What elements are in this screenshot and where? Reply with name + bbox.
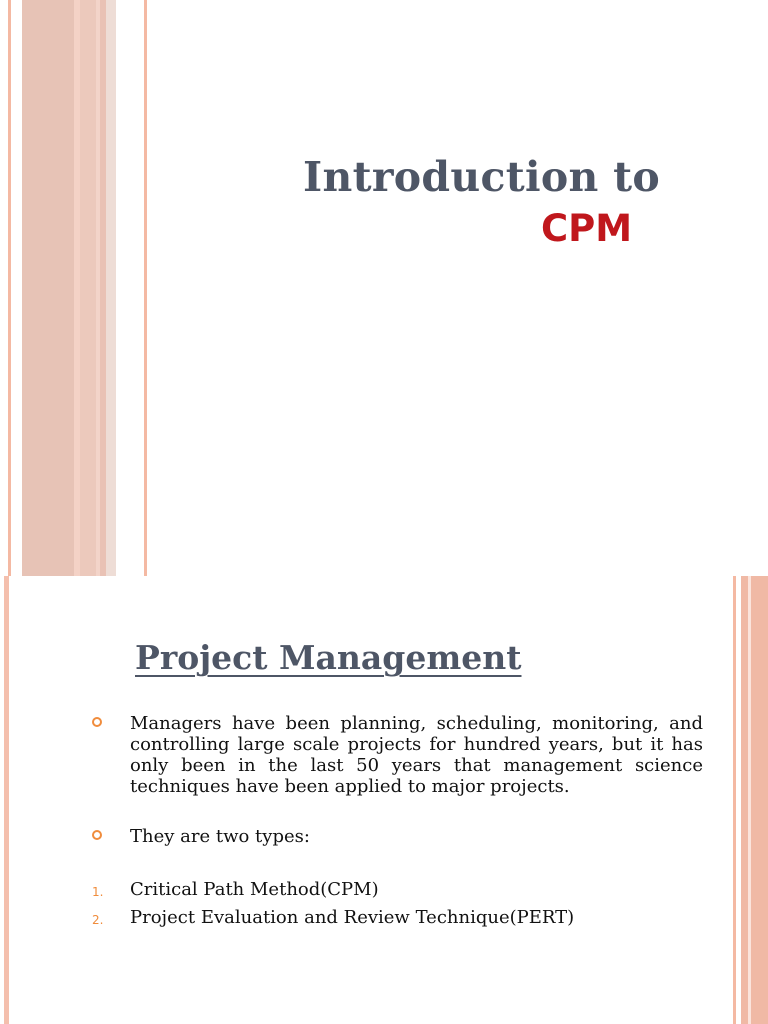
- decor-stripe: [8, 0, 11, 576]
- slide-title-line1: Introduction to: [303, 153, 661, 201]
- decor-stripe: [144, 0, 147, 576]
- list-number: 1.: [92, 885, 104, 899]
- slide-heading: Project Management: [135, 638, 522, 677]
- decor-stripe: [733, 576, 736, 1024]
- bullet-text: Managers have been planning, scheduling, monitoring, and controlling large scale projects for hundred years, but it has only been in the last 50 years that management science techniques have been applied to major projects.: [130, 713, 703, 797]
- slide-title-line2: CPM: [541, 207, 633, 250]
- slide-project-management: [0, 576, 768, 1024]
- decor-stripe: [4, 576, 9, 1024]
- decor-stripe: [22, 0, 74, 576]
- decor-stripe: [741, 576, 768, 1024]
- list-item-text: Project Evaluation and Review Technique(PERT): [130, 907, 575, 928]
- bullet-circle-icon: [92, 830, 102, 840]
- list-item-text: Critical Path Method(CPM): [130, 879, 379, 900]
- decor-stripe: [106, 0, 116, 576]
- bullet-circle-icon: [92, 717, 102, 727]
- decor-stripe: [80, 0, 96, 576]
- decor-stripe: [748, 576, 751, 1024]
- bullet-text: They are two types:: [130, 826, 310, 847]
- list-number: 2.: [92, 913, 104, 927]
